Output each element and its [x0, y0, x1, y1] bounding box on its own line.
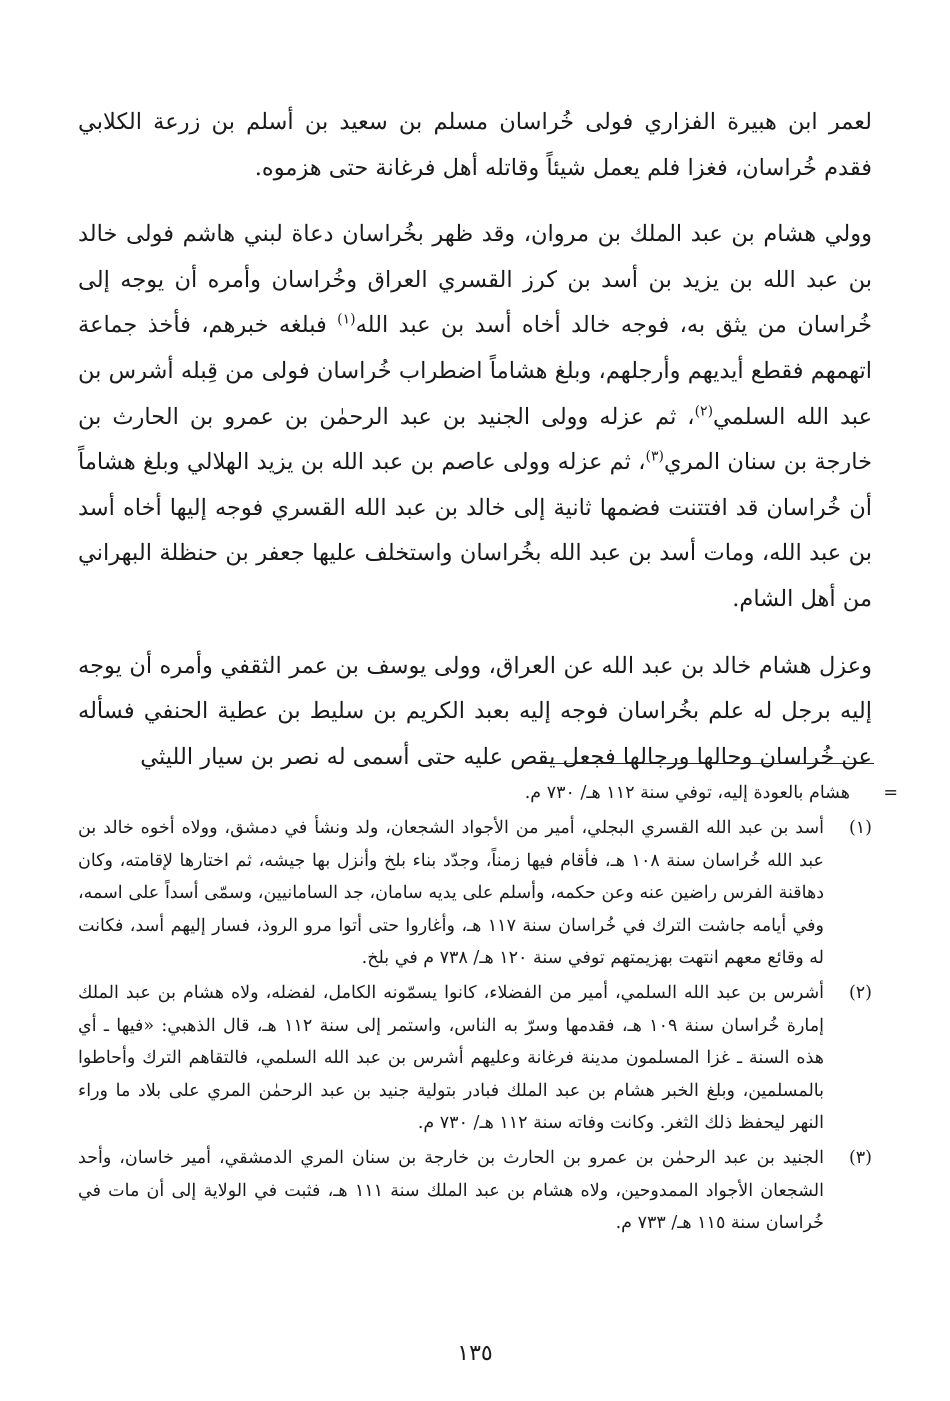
paragraph-2	[78, 212, 872, 622]
footnote-2-text: أشرس بن عبد الله السلمي، أمير من الفضلاء، كانوا يسمّونه الكامل، لفضله، ولاه هشام بن عبد الملك إمارة خُراسان سنة ١٠٩ هـ، فقدمها وسرّ به الناس، واستمر إلى سنة ١١٢ هـ، قال الذهبي: «فيها ـ أي هذه السنة ـ غزا المسلمون مدينة فرغانة وعليهم أشرس بن عبد الله السلمي، فالتقاهم الترك وأحاطوا بالمسلمين، وبلغ الخبر هشام بن عبد الملك فبادر بتولية جنيد بن عبد الرحمٰن المري على بلاد ما وراء النهر ليحفظ ذلك الثغر. وكانت وفاته سنة ١١٢ هـ/ ٧٣٠ م.	[78, 983, 824, 1134]
paragraph-2-text-a: وولي هشام بن عبد الملك بن مروان، وقد ظهر بخُراسان دعاة لبني هاشم فولى خالد بن عبد الله بن يزيد بن أسد بن كرز القسري العراق وخُراسان وأمره أن يوجه إلى خُراسان من يثق به، فوجه خالد أخاه أسد بن عبد الله	[78, 221, 873, 339]
paragraph-2-text-d: ، ثم عزله وولى عاصم بن عبد الله بن يزيد الهلالي وبلغ هشاماً أن خُراسان قد افتتنت فضمها ثانية إلى خالد بن عبد الله القسري فوجه إليها أخاه أسد بن عبد الله، ومات أسد بن عبد الله بخُراسان واستخلف عليها جعفر بن حنظلة البهراني من أهل الشام.	[78, 449, 872, 612]
footnote-1	[78, 812, 872, 974]
footnote-divider	[541, 763, 874, 764]
page-number: ١٣٥	[457, 1341, 493, 1366]
paragraph-3	[78, 644, 872, 781]
footnote-ref-1[interactable]: (١)	[337, 311, 356, 328]
footnote-continuation	[78, 777, 898, 809]
paragraph-1-text: لعمر ابن هبيرة الفزاري فولى خُراسان مسلم بن سعيد بن أسلم بن زرعة الكلابي فقدم خُراسان، فغزا فلم يعمل شيئاً وقاتله أهل فرغانة حتى هزموه.	[78, 109, 872, 181]
footnote-3-text: الجنيد بن عبد الرحمٰن بن عمرو بن الحارث بن خارجة بن سنان المري الدمشقي، أمير خاسان، وأحد الشجعان الأجواد الممدوحين، ولاه هشام بن عبد الملك سنة ١١١ هـ، فثبت في الولاية إلى أن مات في خُراسان سنة ١١٥ هـ/ ٧٣٣ م.	[78, 1148, 824, 1234]
footnote-1-text: أسد بن عبد الله القسري البجلي، أمير من الأجواد الشجعان، ولد ونشأ في دمشق، وولاه أخوه خالد بن عبد الله خُراسان سنة ١٠٨ هـ، فأقام فيها زمناً، وجدّد بناء بلخ وأنزل بها جيشه، ثم اختارها لإقامته، وكان دهاقنة الفرس راضين عنه وعن حكمه، وأسلم على يديه سامان، جد السامانيين، وسمّى أسداً على اسمه، وفي أيامه جاشت الترك في خُراسان سنة ١١٧ هـ، وأغاروا حتى أتوا مرو الروذ، فسار إليهم أسد، فكانت له وقائع معهم انتهت بهزيمتهم توفي سنة ١٢٠ هـ/ ٧٣٨ م في بلخ.	[78, 818, 824, 969]
footnote-2	[78, 977, 872, 1139]
paragraph-1	[78, 100, 872, 191]
footnotes	[78, 777, 898, 1240]
footnote-ref-2[interactable]: (٢)	[694, 403, 714, 420]
paragraph-3-text: وعزل هشام خالد بن عبد الله عن العراق، وولى يوسف بن عمر الثقفي وأمره أن يوجه إليه برجل له علم بخُراسان فوجه إليه بعبد الكريم بن سليط بن عطية الحنفي فسأله عن خُراسان وحالها ورجالها فجعل يقص عليه حتى أسمى له نصر بن سيار الليثي	[78, 652, 872, 770]
footnote-2-number: (٢)	[848, 983, 872, 1004]
paragraph-2-text-b: فبلغه خبرهم، فأخذ جماعة اتهمهم فقطع أيديهم وأرجلهم، وبلغ هشاماً اضطراب خُراسان فولى من قِبله أشرس بن عبد الله السلمي	[78, 312, 872, 430]
main-text	[78, 100, 872, 780]
footnote-ref-3[interactable]: (٣)	[645, 448, 664, 465]
footnote-3	[78, 1142, 872, 1239]
footnote-1-number: (١)	[848, 818, 872, 839]
footnote-3-number: (٣)	[848, 1148, 872, 1169]
paragraph-2-text-c: ، ثم عزله وولى الجنيد بن عبد الرحمٰن بن عمرو بن الحارث بن خارجة بن سنان المري	[78, 403, 872, 476]
footnote-continuation-mark: =	[883, 783, 898, 803]
footnote-continuation-text: هشام بالعودة إليه، توفي سنة ١١٢ هـ/ ٧٣٠ م.	[524, 783, 850, 803]
